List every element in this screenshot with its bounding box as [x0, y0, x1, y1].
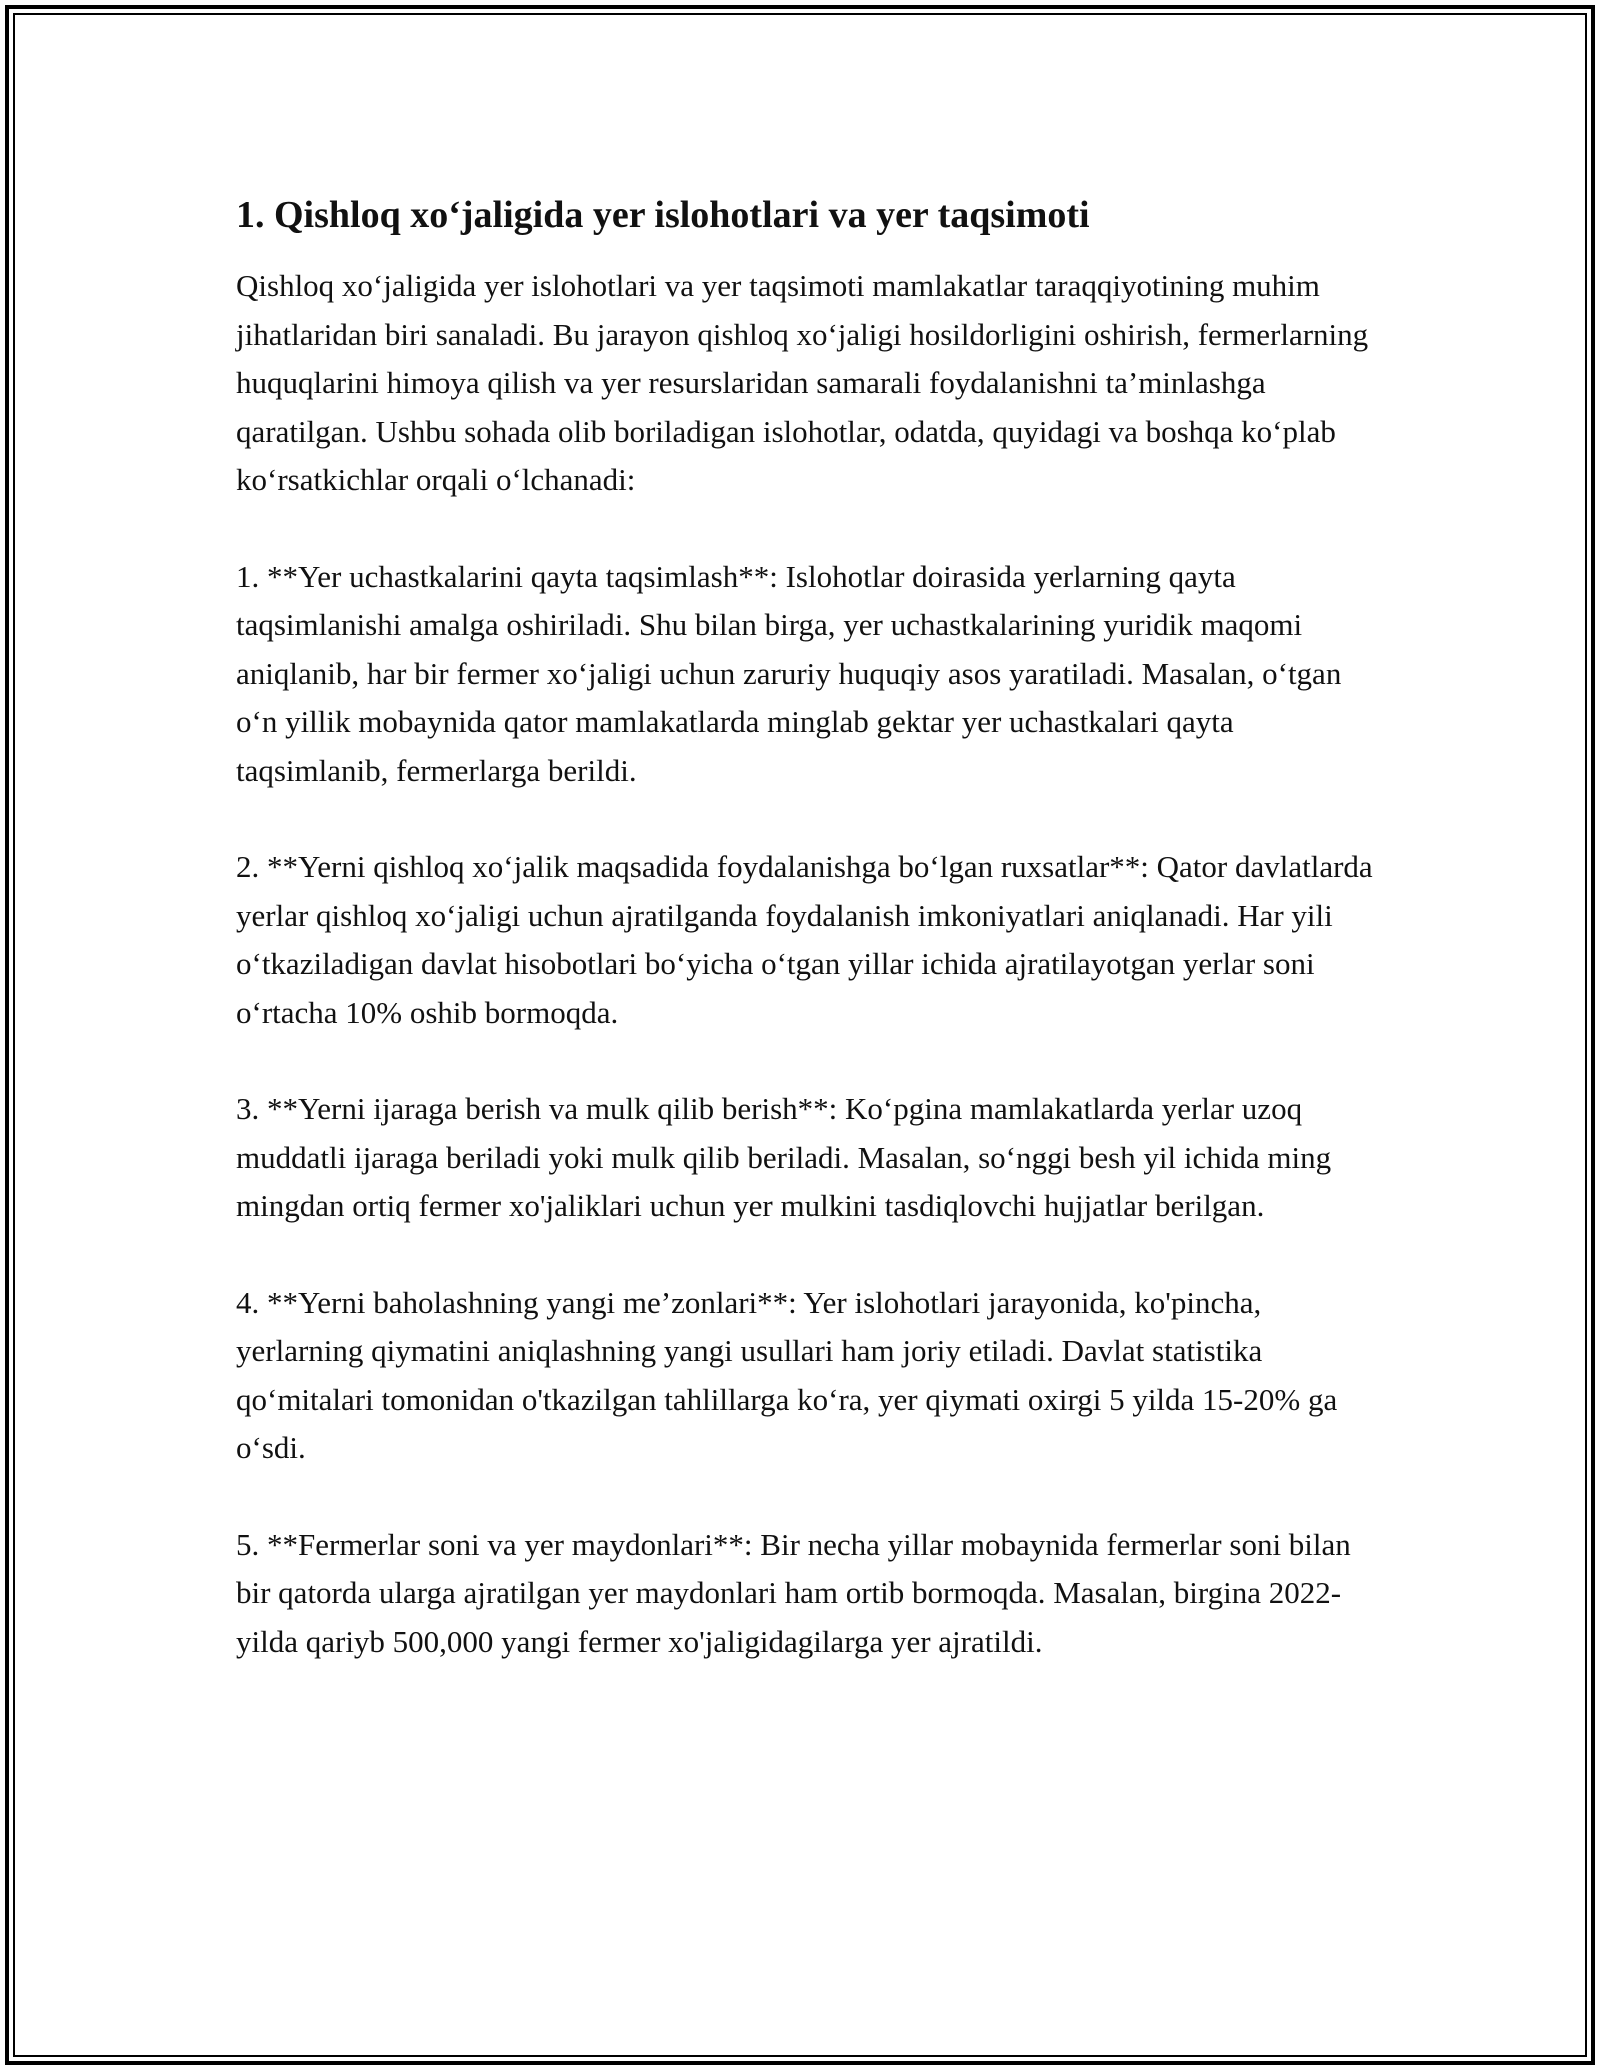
list-item-paragraph: 2. **Yerni qishloq xo‘jalik maqsadida foydalanishga bo‘lgan ruxsatlar**: Qator davlatlarda yerlar qishloq xo‘jaligi uchun ajratilganda foydalanish imkoniyatlari aniqlanadi. Har yili o‘tkaziladigan davlat hisobotlari bo‘yicha o‘tgan yillar ichida ajratilayotgan yerlar soni o‘rtacha 10% oshib bormoqda.	[236, 849, 1373, 1030]
list-item-paragraph: 4. **Yerni baholashning yangi me’zonlari**: Yer islohotlari jarayonida, ko'pincha, yerlarning qiymatini aniqlashning yangi usullari ham joriy etiladi. Davlat statistika qo‘mitalari tomonidan o'tkazilgan tahlillarga ko‘ra, yer qiymati oxirgi 5 yilda 15-20% ga o‘sdi.	[236, 1284, 1338, 1465]
list-item-paragraph: 3. **Yerni ijaraga berish va mulk qilib berish**: Ko‘pgina mamlakatlarda yerlar uzoq muddatli ijaraga beriladi yoki mulk qilib beriladi. Masalan, so‘nggi besh yil ichida ming mingdan ortiq fermer xo'jaliklari uchun yer mulkini tasdiqlovchi hujjatlar berilgan.	[236, 1091, 1332, 1223]
intro-paragraph: Qishloq xo‘jaligida yer islohotlari va yer taqsimoti mamlakatlar taraqqiyotining muhim jihatlaridan biri sanaladi. Bu jarayon qishloq xo‘jaligi hosildorligini oshirish, fermerlarning huquqlarini himoya qilish va yer resurslaridan samarali foydalanishni ta’minlashga qaratilgan. Ushbu sohada olib boriladigan islohotlar, odatda, quyidagi va boshqa ko‘plab ko‘rsatkichlar orqali o‘lchanadi:	[236, 268, 1369, 497]
list-item-paragraph: 1. **Yer uchastkalarini qayta taqsimlash**: Islohotlar doirasida yerlarning qayta taqsimlanishi amalga oshiriladi. Shu bilan birga, yer uchastkalarining yuridik maqomi aniqlanib, har bir fermer xo‘jaligi uchun zaruriy huquqiy asos yaratiladi. Masalan, o‘tgan o‘n yillik mobaynida qator mamlakatlarda minglab gektar yer uchastkalari qayta taqsimlanib, fermerlarga berildi.	[236, 558, 1342, 788]
document-title: 1. Qishloq xo‘jaligida yer islohotlari va yer taqsimoti	[236, 194, 1090, 236]
document-body	[236, 190, 1376, 1714]
list-item-paragraph: 5. **Fermerlar soni va yer maydonlari**: Bir necha yillar mobaynida fermerlar soni bilan bir qatorda ularga ajratilgan yer maydonlari ham ortib bormoqda. Masalan, birgina 2022-yilda qariyb 500,000 yangi fermer xo'jaligidagilarga yer ajratildi.	[236, 1526, 1351, 1659]
